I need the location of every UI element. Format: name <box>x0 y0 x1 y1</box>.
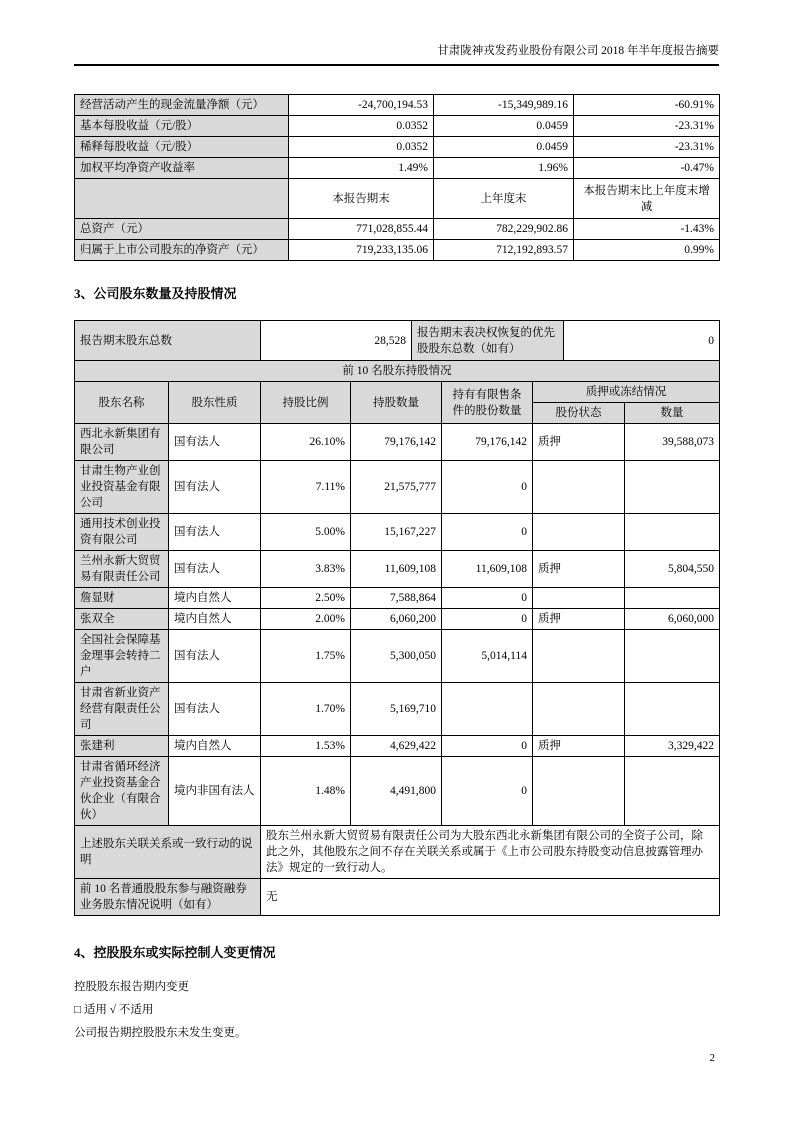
header-restricted-cell: 持有有限售条件的股份数量 <box>442 382 533 424</box>
shareholder-ratio-cell: 3.83% <box>261 551 351 588</box>
metric-label-cell: 总资产（元） <box>75 219 289 240</box>
shareholder-row <box>75 757 720 826</box>
section-4-title: 4、控股股东或实际控制人变更情况 <box>74 945 276 960</box>
value-cell: 0.99% <box>574 240 720 261</box>
shareholder-pledge-amount-cell: 39,588,073 <box>625 424 720 461</box>
preferred-holder-label-cell: 报告期末表决权恢复的优先股股东总数（如有） <box>412 321 564 361</box>
table-row <box>75 240 720 261</box>
shareholder-pledge-amount-cell <box>625 630 720 683</box>
margin-note-label-cell: 前 10 名普通股股东参与融资融券业务股东情况说明（如有） <box>75 879 261 916</box>
value-cell: 1.49% <box>289 158 434 179</box>
shareholder-restricted-cell: 0 <box>442 736 533 757</box>
shareholder-name-cell: 通用技术创业投资有限公司 <box>75 514 169 551</box>
shareholder-name-cell: 兰州永新大贸贸易有限责任公司 <box>75 551 169 588</box>
value-cell: -0.47% <box>574 158 720 179</box>
shareholder-pledge-status-cell: 质押 <box>533 551 625 588</box>
margin-note-row <box>75 879 720 916</box>
controlling-shareholder-change-label: 控股股东报告期内变更 <box>74 981 189 993</box>
table-row <box>75 321 720 361</box>
value-cell: 0.0459 <box>434 116 574 137</box>
header-nature-cell: 股东性质 <box>169 382 261 424</box>
value-cell: 782,229,902.86 <box>434 219 574 240</box>
shareholder-row <box>75 424 720 461</box>
metric-label-cell: 基本每股收益（元/股） <box>75 116 289 137</box>
shareholder-count-table <box>74 320 720 361</box>
shareholder-nature-cell: 国有法人 <box>169 424 261 461</box>
value-cell: -23.31% <box>574 116 720 137</box>
shareholder-ratio-cell: 26.10% <box>261 424 351 461</box>
shareholder-row <box>75 630 720 683</box>
shareholder-shares-cell: 5,169,710 <box>351 683 442 736</box>
check-icon: √ <box>109 1004 117 1016</box>
shareholder-restricted-cell: 0 <box>442 514 533 551</box>
checkbox-unchecked-icon: □ <box>74 1004 81 1016</box>
shareholder-restricted-cell: 0 <box>442 588 533 609</box>
margin-note-content-cell: 无 <box>261 879 720 916</box>
shareholder-nature-cell: 境内自然人 <box>169 588 261 609</box>
metric-label-cell: 归属于上市公司股东的净资产（元） <box>75 240 289 261</box>
shareholder-name-cell: 甘肃省循环经济产业投资基金合伙企业（有限合伙） <box>75 757 169 826</box>
header-ratio-cell: 持股比例 <box>261 382 351 424</box>
shareholder-ratio-cell: 1.75% <box>261 630 351 683</box>
value-cell: 712,192,893.57 <box>434 240 574 261</box>
shareholder-pledge-amount-cell: 6,060,000 <box>625 609 720 630</box>
table-row <box>75 116 720 137</box>
shareholder-nature-cell: 国有法人 <box>169 461 261 514</box>
section-3-title: 3、公司股东数量及持股情况 <box>74 286 237 301</box>
shareholder-row <box>75 609 720 630</box>
no-change-statement: 公司报告期控股股东未发生变更。 <box>74 1027 247 1039</box>
shareholder-pledge-amount-cell: 5,804,550 <box>625 551 720 588</box>
shareholder-nature-cell: 国有法人 <box>169 630 261 683</box>
column-header-cell: 本报告期末 <box>289 179 434 219</box>
header-amount-cell: 数量 <box>625 403 720 424</box>
shareholder-name-cell: 甘肃生物产业创业投资基金有限公司 <box>75 461 169 514</box>
shareholder-row <box>75 461 720 514</box>
shareholder-name-cell: 张双全 <box>75 609 169 630</box>
shareholder-shares-cell: 7,588,864 <box>351 588 442 609</box>
value-cell: -60.91% <box>574 95 720 116</box>
page-number: 2 <box>709 1052 715 1064</box>
shareholder-nature-cell: 国有法人 <box>169 514 261 551</box>
shareholder-pledge-amount-cell <box>625 683 720 736</box>
header-pledge-group-cell: 质押或冻结情况 <box>533 382 720 403</box>
shareholder-nature-cell: 国有法人 <box>169 683 261 736</box>
shareholder-nature-cell: 境内自然人 <box>169 736 261 757</box>
shareholder-ratio-cell: 2.00% <box>261 609 351 630</box>
shareholder-restricted-cell: 0 <box>442 757 533 826</box>
shareholder-row <box>75 683 720 736</box>
shareholder-ratio-cell: 5.00% <box>261 514 351 551</box>
header-name-cell: 股东名称 <box>75 382 169 424</box>
shareholder-restricted-cell: 79,176,142 <box>442 424 533 461</box>
shareholder-pledge-status-cell <box>533 630 625 683</box>
value-cell: -1.43% <box>574 219 720 240</box>
shareholder-pledge-status-cell <box>533 461 625 514</box>
shareholder-pledge-status-cell <box>533 683 625 736</box>
shareholder-shares-cell: 4,491,800 <box>351 757 442 826</box>
shareholder-shares-cell: 15,167,227 <box>351 514 442 551</box>
document-header-title: 甘肃陇神戎发药业股份有限公司 2018 年半年度报告摘要 <box>437 45 719 57</box>
value-cell: -23.31% <box>574 137 720 158</box>
shareholder-name-cell: 甘肃省新业资产经营有限责任公司 <box>75 683 169 736</box>
shareholder-pledge-status-cell <box>533 514 625 551</box>
shareholder-row <box>75 588 720 609</box>
shareholder-nature-cell: 境内自然人 <box>169 609 261 630</box>
value-cell: -15,349,989.16 <box>434 95 574 116</box>
shareholder-pledge-amount-cell <box>625 588 720 609</box>
table-row <box>75 137 720 158</box>
column-header-cell: 本报告期末比上年度末增减 <box>574 179 720 219</box>
shareholder-nature-cell: 境内非国有法人 <box>169 757 261 826</box>
header-shares-cell: 持股数量 <box>351 382 442 424</box>
shareholder-row <box>75 551 720 588</box>
holder-count-value-cell: 28,528 <box>261 321 412 361</box>
shareholder-pledge-status-cell <box>533 588 625 609</box>
shareholder-ratio-cell: 2.50% <box>261 588 351 609</box>
shareholder-restricted-cell: 5,014,114 <box>442 630 533 683</box>
shareholder-pledge-status-cell: 质押 <box>533 609 625 630</box>
shareholder-name-cell: 全国社会保障基金理事会转持二户 <box>75 630 169 683</box>
shareholder-shares-cell: 21,575,777 <box>351 461 442 514</box>
shareholder-pledge-amount-cell: 3,329,422 <box>625 736 720 757</box>
top10-shareholders-table <box>74 360 720 916</box>
blank-cell <box>75 179 289 219</box>
metric-label-cell: 加权平均净资产收益率 <box>75 158 289 179</box>
value-cell: 1.96% <box>434 158 574 179</box>
shareholder-nature-cell: 国有法人 <box>169 551 261 588</box>
table-row <box>75 219 720 240</box>
page-content <box>74 0 719 1048</box>
shareholder-pledge-amount-cell <box>625 514 720 551</box>
top10-banner-row <box>75 361 720 382</box>
shareholder-restricted-cell: 0 <box>442 461 533 514</box>
shareholder-row <box>75 736 720 757</box>
document-header <box>74 0 719 66</box>
value-cell: 0.0459 <box>434 137 574 158</box>
shareholder-pledge-status-cell: 质押 <box>533 736 625 757</box>
value-cell: 719,233,135.06 <box>289 240 434 261</box>
shareholder-shares-cell: 4,629,422 <box>351 736 442 757</box>
period-header-row <box>75 179 720 219</box>
shareholder-pledge-amount-cell <box>625 757 720 826</box>
applicability-line <box>74 1002 719 1018</box>
relation-note-row <box>75 826 720 879</box>
shareholder-ratio-cell: 1.70% <box>261 683 351 736</box>
shareholder-name-cell: 张建利 <box>75 736 169 757</box>
header-row <box>75 382 720 403</box>
value-cell: 771,028,855.44 <box>289 219 434 240</box>
section-4-body <box>74 979 719 1041</box>
value-cell: 0.0352 <box>289 137 434 158</box>
table-row <box>75 158 720 179</box>
top10-banner-cell: 前 10 名股东持股情况 <box>75 361 720 382</box>
shareholder-name-cell: 西北永新集团有限公司 <box>75 424 169 461</box>
shareholder-pledge-status-cell: 质押 <box>533 424 625 461</box>
shareholder-ratio-cell: 7.11% <box>261 461 351 514</box>
shareholder-shares-cell: 79,176,142 <box>351 424 442 461</box>
shareholder-pledge-amount-cell <box>625 461 720 514</box>
financial-summary-table <box>74 94 720 261</box>
applicable-label: 适用 <box>83 1004 107 1016</box>
relation-note-content-cell: 股东兰州永新大贸贸易有限责任公司为大股东西北永新集团有限公司的全资子公司，除此之外，其他股东之间不存在关联关系或属于《上市公司股东持股变动信息披露管理办法》规定的一致行动人。 <box>261 826 720 879</box>
shareholder-name-cell: 詹显财 <box>75 588 169 609</box>
column-header-cell: 上年度末 <box>434 179 574 219</box>
shareholder-restricted-cell: 11,609,108 <box>442 551 533 588</box>
shareholder-ratio-cell: 1.48% <box>261 757 351 826</box>
shareholder-ratio-cell: 1.53% <box>261 736 351 757</box>
value-cell: -24,700,194.53 <box>289 95 434 116</box>
shareholder-pledge-status-cell <box>533 757 625 826</box>
metric-label-cell: 稀释每股收益（元/股） <box>75 137 289 158</box>
relation-note-label-cell: 上述股东关联关系或一致行动的说明 <box>75 826 261 879</box>
shareholder-shares-cell: 6,060,200 <box>351 609 442 630</box>
header-status-cell: 股份状态 <box>533 403 625 424</box>
value-cell: 0.0352 <box>289 116 434 137</box>
holder-count-label-cell: 报告期末股东总数 <box>75 321 261 361</box>
shareholder-shares-cell: 11,609,108 <box>351 551 442 588</box>
shareholder-restricted-cell: 0 <box>442 609 533 630</box>
preferred-holder-value-cell: 0 <box>564 321 720 361</box>
shareholder-row <box>75 514 720 551</box>
shareholder-shares-cell: 5,300,050 <box>351 630 442 683</box>
metric-label-cell: 经营活动产生的现金流量净额（元） <box>75 95 289 116</box>
table-row <box>75 95 720 116</box>
not-applicable-label: 不适用 <box>118 1004 154 1016</box>
shareholder-restricted-cell <box>442 683 533 736</box>
